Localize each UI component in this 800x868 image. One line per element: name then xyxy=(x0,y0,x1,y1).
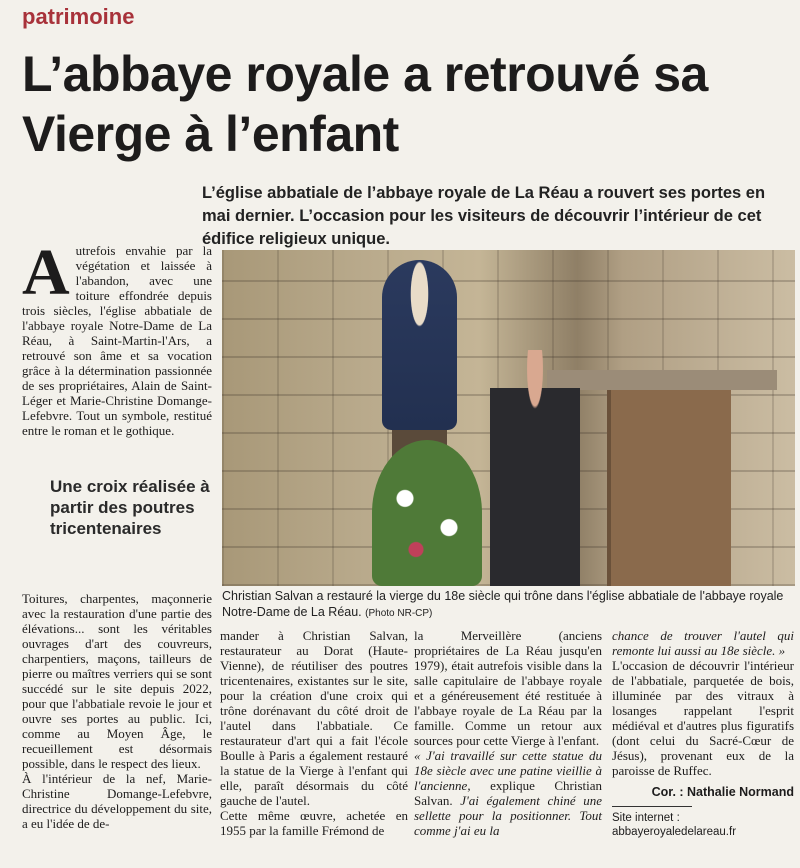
column-3: la Merveillère (anciens propriétaires de La Réau jusqu'en 1979), était autrefois visible dans la salle capitulaire de l'abbaye royale et a généreusement été restituée à l'abbaye royale de La Réau par la famille. Comme un retour aux sources pour cette Vierge à l'enfant. « J'ai travaillé sur cette statue du 18e siècle avec une patine vieillie à l'ancienne, explique Christian Salvan. J'ai également chiné une sellette pour la positionner. Tout comme j'ai eu la xyxy=(414,628,602,838)
article-photo xyxy=(222,250,795,586)
photo-credit: (Photo NR-CP) xyxy=(365,608,433,619)
headline: L’abbaye royale a retrouvé sa Vierge à l’enfant xyxy=(22,46,708,162)
column-2: mander à Christian Salvan, restaurateur au Dorat (Haute-Vienne), de réutiliser des poutres tricentenaires, existantes sur le site, pour la création d'une croix qui trône dorénavant du côté droit de l'autel dans l'abbatiale. Ce restaurateur d'art qui a fait l'école Boulle à Paris a également restauré la statue de la Vierge à l'enfant qui elle, paraît désormais du côté gauche de l'autel. Cette même œuvre, achetée en 1955 par la famille Frémond de xyxy=(220,628,408,838)
column-1: Toitures, charpentes, maçonnerie avec la restauration d'une partie des élévations... sont les véritables ouvrages d'art des couvreurs, charpentiers, maçons, tailleurs de pierre ou maîtres verriers qui se sont succédé sur le site depuis 2022, pour que l'abbatiale revoie le jour et ouvre ses portes au public. Ici, comme au Moyen Âge, le recueillement est désormais possible, dans le respect des lieux. À l'intérieur de la nef, Marie-Christine Domange-Lefebvre, directrice du développement du site, a eu l'idée de de- xyxy=(22,591,212,831)
section-kicker: patrimoine xyxy=(22,4,135,29)
lead-paragraph: L’église abbatiale de l’abbaye royale de La Réau a rouvert ses portes en mai dernier. L’occasion pour les visiteurs de découvrir l’intérieur de cet édifice religieux unique. xyxy=(202,184,766,248)
person xyxy=(490,350,580,586)
website-label: Site internet : xyxy=(612,812,680,824)
intro-column xyxy=(22,236,212,438)
photo-caption: Christian Salvan a restauré la vierge du 18e siècle qui trône dans l'église abbatiale de l'abbaye royale Notre-Dame de La Réau. (Photo NR-CP) xyxy=(222,589,784,619)
virgin-statue xyxy=(382,260,457,430)
column-4: chance de trouver l'autel qui remonte lui aussi au 18e siècle. » L'occasion de découvrir l'intérieur de l'abbatiale, parquetée de bois, illuminée par des vitraux à losanges rappelant l'esprit médiéval et d'autres plus figuratifs (dont celui du Sacré-Cœur de Jésus), provenant eux de la paroisse de Ruffec. Cor. : Nathalie Normand Site internet : abbayeroyaledelareau.fr xyxy=(612,628,794,838)
divider xyxy=(612,806,692,807)
intro-text: utrefois envahie par la végétation et laissée à l'abandon, avec une toiture effondrée depuis trois siècles, l'église abbatiale de l'abbaye royale Notre-Dame de La Réau, à Saint-Martin-l'Ars, a retrouvé son âme et sa vocation grâce à la détermination passionnée de ses propriétaires, Alain de Saint-Léger et Marie-Christine Domange-Lefebvre. Tout un symbole, restitué entre le roman et le gothique. xyxy=(22,243,212,438)
subheading: Une croix réalisée à partir des poutres tricentenaires xyxy=(50,477,210,538)
flowers xyxy=(372,440,482,586)
website-link[interactable]: abbayeroyaledelareau.fr xyxy=(612,826,737,838)
drop-cap: A xyxy=(22,236,70,309)
door xyxy=(607,390,731,586)
author-signature: Cor. : Nathalie Normand xyxy=(651,785,794,799)
